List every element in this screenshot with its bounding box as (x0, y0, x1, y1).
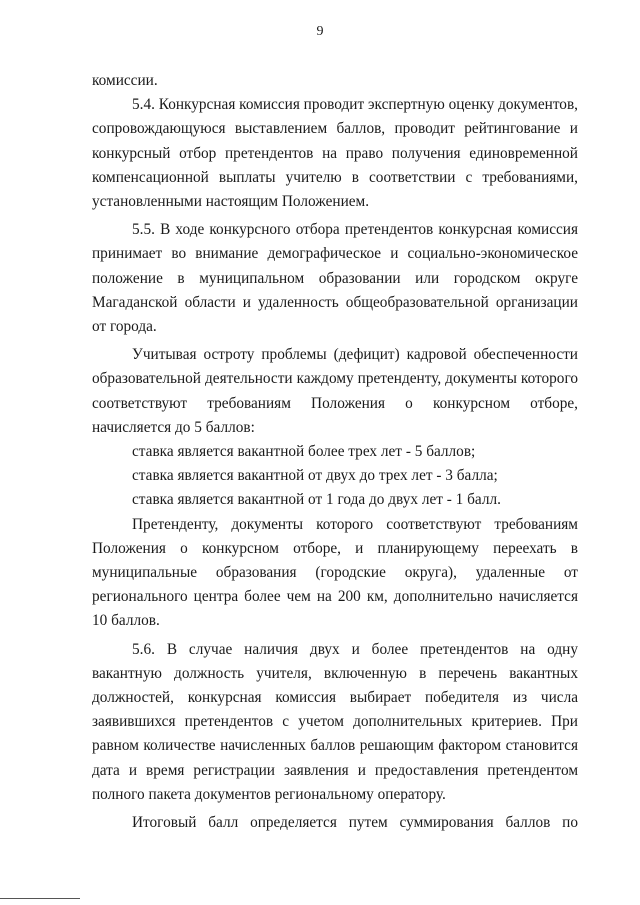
document-body (92, 69, 578, 835)
list-item-1-point: ставка является вакантной от 1 года до двух лет - 1 балл. (132, 491, 501, 509)
list-item-5-points: ставка является вакантной более трех лет - 5 баллов; (132, 443, 476, 461)
paragraph-continuation: комиссии. (92, 72, 158, 89)
paragraph-scoring-intro: Учитывая остроту проблемы (дефицит) кадровой обеспеченности образовательной деятельности каждому претенденту, документы которого соответствуют требованиям Положения о конкурсном отборе, начисляется до 5 баллов: (92, 346, 578, 436)
paragraph-relocation-bonus: Претенденту, документы которого соответствуют требованиям Положения о конкурсном отборе, и планирующему переехать в муниципальные образования (городские округа), удаленные от регионального центра более чем на 200 км, дополнительно начисляется 10 баллов. (92, 515, 578, 630)
paragraph-final-score: Итоговый балл определяется путем суммирования баллов по (132, 814, 578, 832)
page-number: 9 (316, 24, 324, 39)
footnote-divider (0, 898, 80, 899)
paragraph-5-5: 5.5. В ходе конкурсного отбора претендентов конкурсная комиссия принимает во внимание демографическое и социально-экономическое положение в муниципальном образовании или городском округе Магаданской области и удаленность общеобразовательной организации от города. (92, 221, 578, 336)
paragraph-5-6: 5.6. В случае наличия двух и более претендентов на одну вакантную должность учителя, включенную в перечень вакантных должностей, конкурсная комиссия выбирает победителя из числа заявившихся претендентов с учетом дополнительных критериев. При равном количестве начисленных баллов решающим фактором становится дата и время регистрации заявления и предоставления претендентом полного пакета документов региональному оператору. (92, 640, 578, 803)
paragraph-5-4: 5.4. Конкурсная комиссия проводит экспертную оценку документов, сопровождающуюся выставлением баллов, проводит рейтингование и конкурсный отбор претендентов на право получения единовременной компенсационной выплаты учителю в соответствии с требованиями, установленными настоящим Положением. (92, 96, 578, 211)
list-item-3-points: ставка является вакантной от двух до трех лет - 3 балла; (132, 467, 498, 485)
